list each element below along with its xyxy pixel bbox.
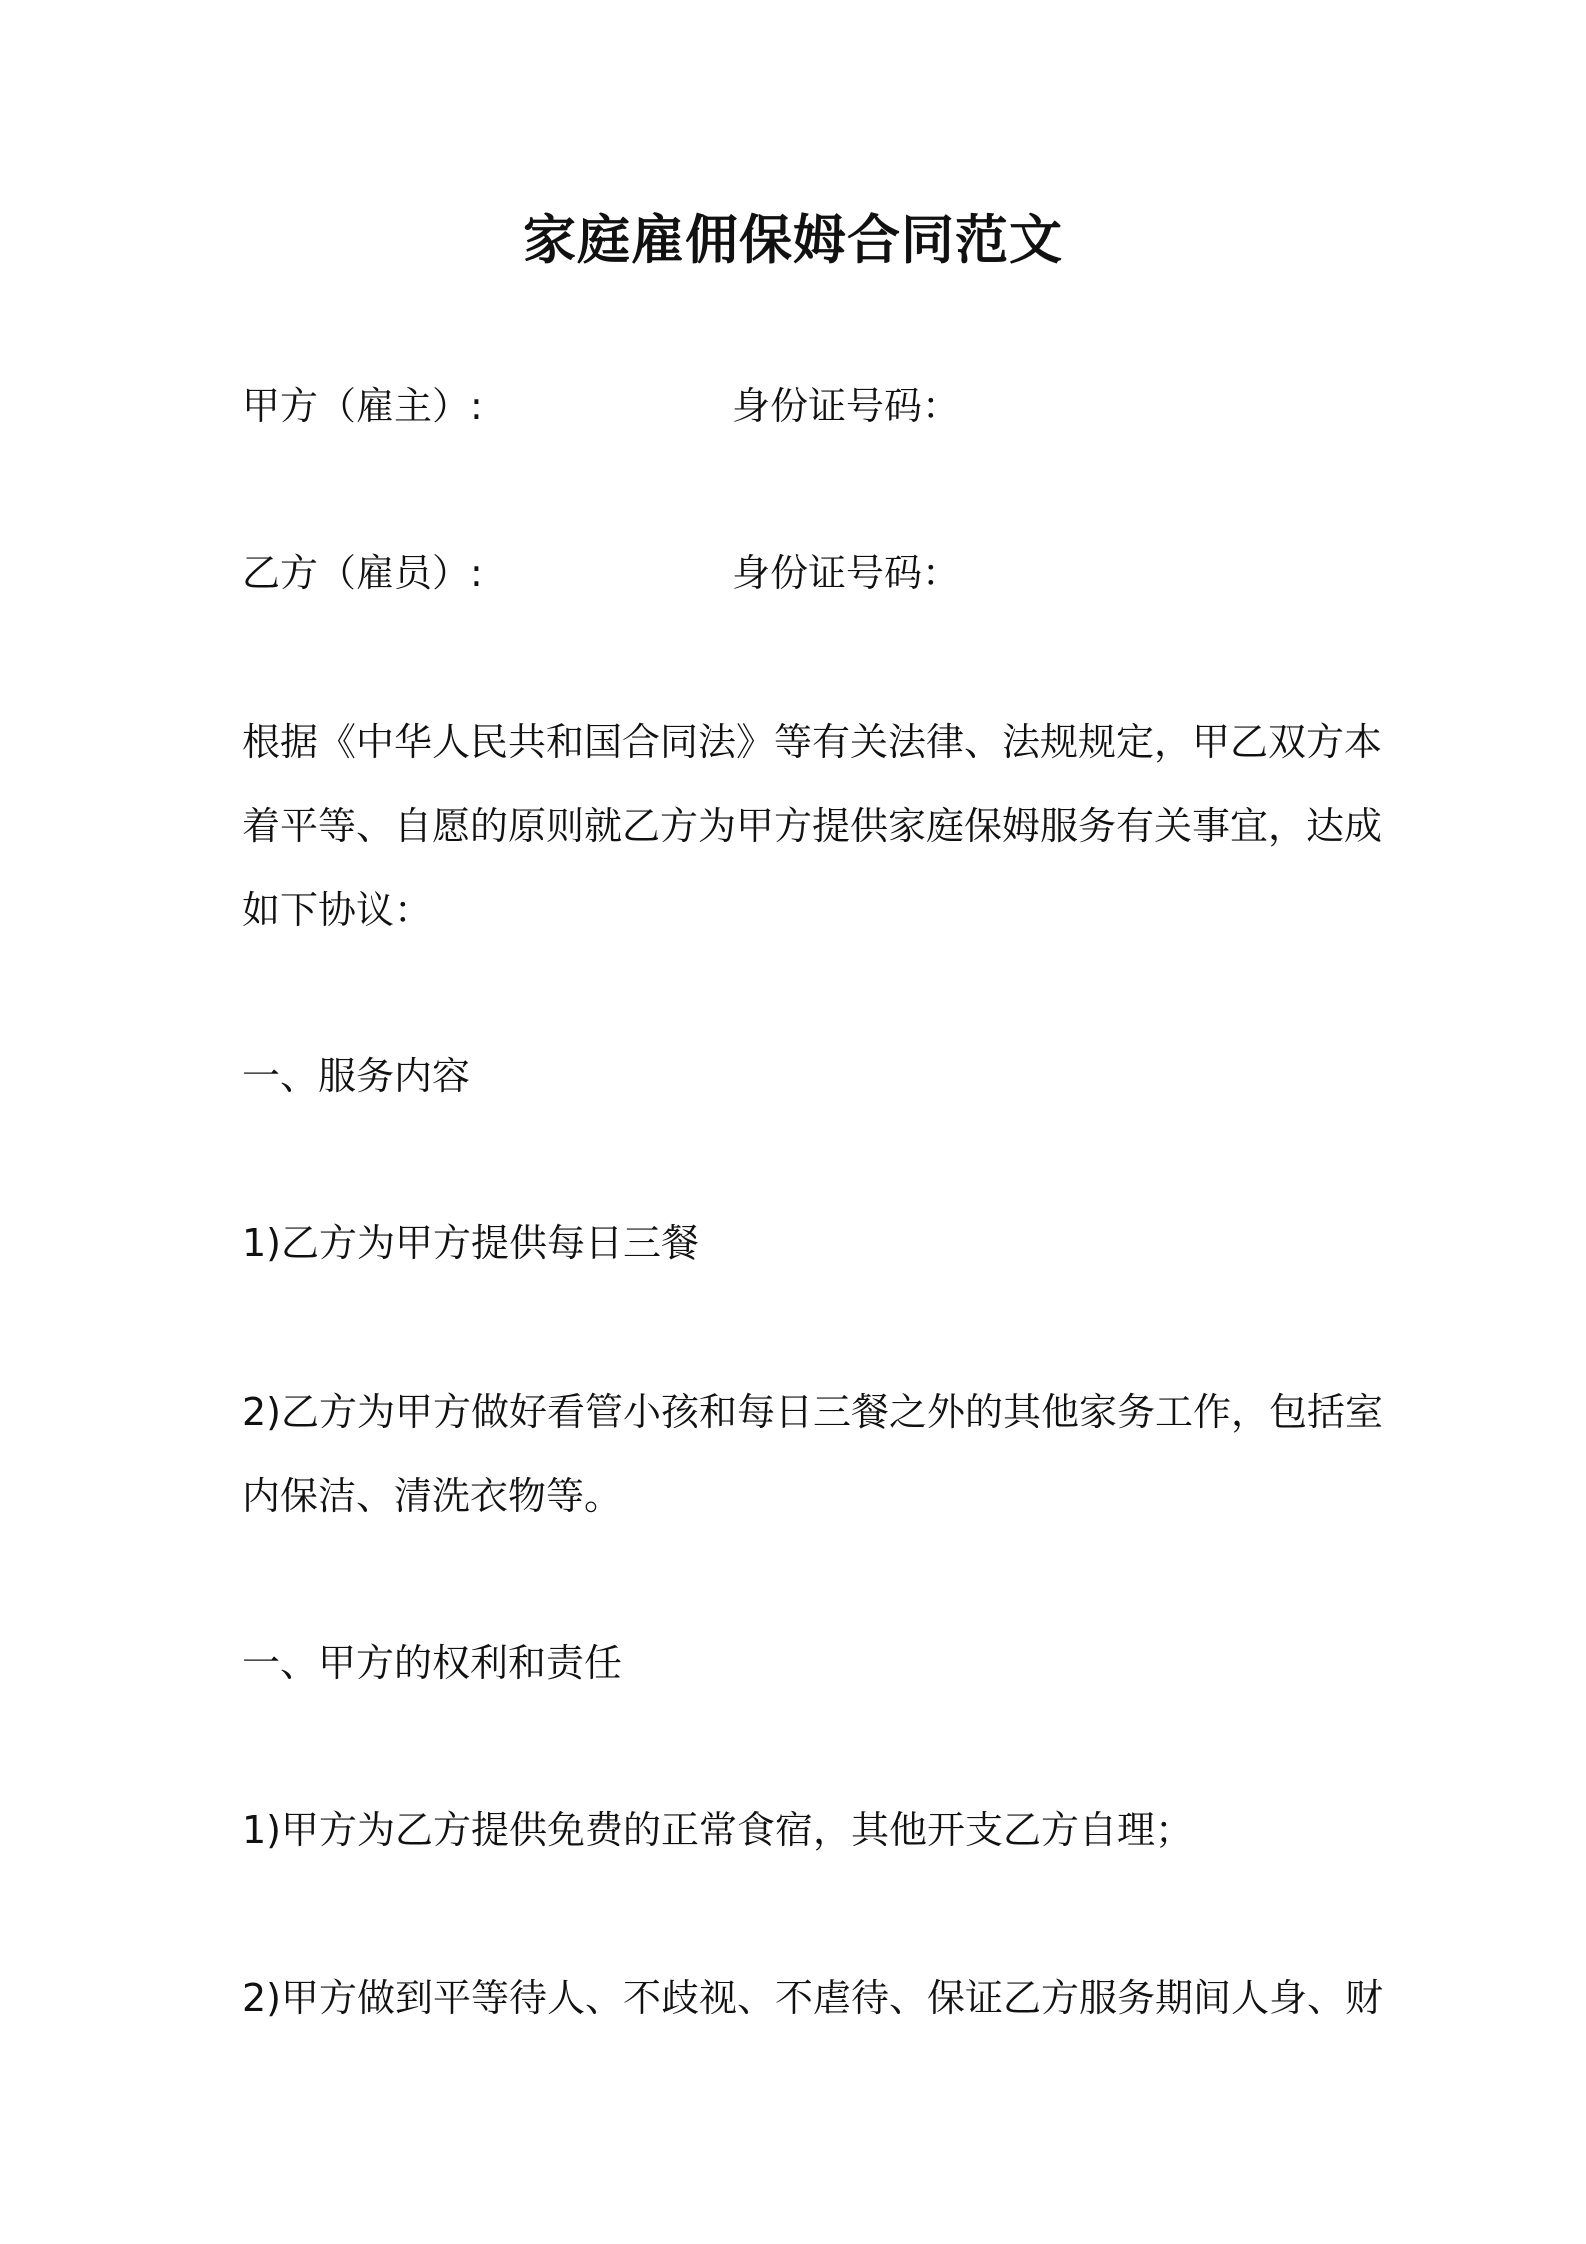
- section-2-item-1: 1)甲方为乙方提供免费的正常食宿，其他开支乙方自理；: [242, 1808, 1194, 1852]
- party-a-label: 甲方（雇主）:: [242, 384, 483, 428]
- section-1-item-2-line-1: 2)乙方为甲方做好看管小孩和每日三餐之外的其他家务工作，包括室: [242, 1390, 1384, 1434]
- section-2-item-2: 2)甲方做到平等待人、不歧视、不虐待、保证乙方服务期间人身、财: [242, 1976, 1384, 2020]
- party-a-id-label: 身份证号码：: [732, 384, 961, 428]
- section-1-item-2-line-2: 内保洁、清洗衣物等。: [242, 1474, 623, 1518]
- section-1-item-1: 1)乙方为甲方提供每日三餐: [242, 1221, 700, 1265]
- document-title: 家庭雇佣保姆合同范文: [523, 210, 1063, 271]
- party-b-label: 乙方（雇员）:: [242, 551, 483, 595]
- section-1-heading: 一、服务内容: [242, 1054, 471, 1098]
- intro-paragraph: [242, 700, 1383, 952]
- intro-line-3: 如下协议：: [242, 888, 433, 932]
- section-1-item-2: [242, 1370, 1384, 1538]
- intro-line-2: 着平等、自愿的原则就乙方为甲方提供家庭保姆服务有关事宜，达成: [242, 804, 1383, 848]
- party-b-id-label: 身份证号码：: [732, 551, 961, 595]
- section-2-heading: 一、甲方的权利和责任: [242, 1641, 623, 1685]
- intro-line-1: 根据《中华人民共和国合同法》等有关法律、法规规定，甲乙双方本: [242, 720, 1383, 764]
